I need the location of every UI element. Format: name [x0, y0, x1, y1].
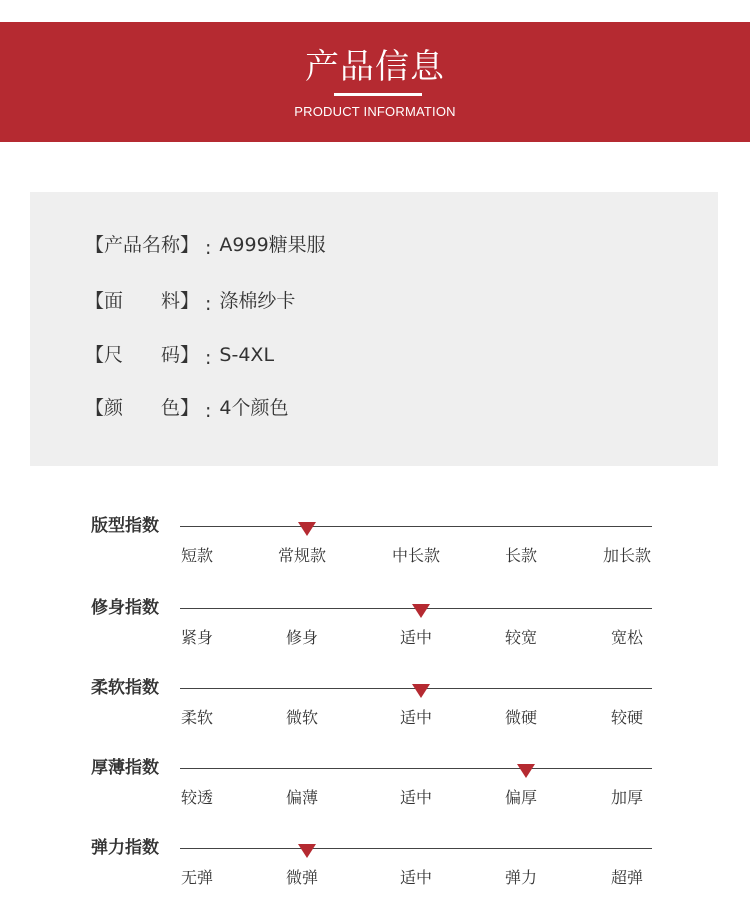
scale-option: 偏厚 [504, 788, 537, 807]
scale-option: 微软 [285, 708, 318, 727]
info-row-color [85, 395, 289, 421]
scale-line [180, 526, 652, 527]
info-label: 【尺 码】 [85, 344, 200, 366]
scale-option: 适中 [399, 788, 432, 807]
scale-option: 中长款 [391, 546, 440, 565]
info-label: 【颜 色】 [85, 397, 200, 419]
info-colon: : [205, 400, 212, 422]
scale-marker-icon [412, 604, 430, 618]
info-value: S-4XL [219, 344, 275, 366]
header-banner [0, 22, 750, 142]
info-value: A999糖果服 [219, 234, 326, 256]
product-info-panel [30, 192, 718, 466]
scale-label: 修身指数 [91, 598, 159, 618]
scale-option: 较透 [180, 788, 213, 807]
scale-option: 加厚 [610, 788, 643, 807]
scale-option: 超弹 [610, 868, 643, 887]
scale-option: 长款 [504, 546, 537, 565]
scale-marker-icon [517, 764, 535, 778]
scale-option: 常规款 [277, 546, 326, 565]
scale-option: 紧身 [180, 628, 213, 647]
scale-line [180, 848, 652, 849]
info-label: 【面 料】 [85, 290, 200, 312]
scale-option: 微硬 [504, 708, 537, 727]
info-row-size [85, 342, 274, 368]
info-row-name [85, 232, 326, 258]
scale-option: 较宽 [504, 628, 537, 647]
scale-label: 柔软指数 [91, 678, 159, 698]
page-title: 产品信息 [305, 47, 445, 87]
scale-label: 版型指数 [91, 516, 159, 536]
scale-option: 短款 [180, 546, 213, 565]
page-subtitle: PRODUCT INFORMATION [294, 104, 456, 119]
info-value: 4个颜色 [219, 397, 289, 419]
info-row-material [85, 288, 295, 314]
scale-option: 适中 [399, 708, 432, 727]
scale-option: 弹力 [504, 868, 537, 887]
scale-marker-icon [298, 522, 316, 536]
scale-line [180, 768, 652, 769]
info-value: 涤棉纱卡 [219, 290, 296, 312]
scale-option: 偏薄 [285, 788, 318, 807]
scale-option: 宽松 [610, 628, 643, 647]
info-label: 【产品名称】 [85, 234, 200, 256]
scale-label: 弹力指数 [91, 838, 159, 858]
scale-option: 较硬 [610, 708, 643, 727]
info-colon: : [205, 293, 212, 315]
info-colon: : [205, 347, 212, 369]
scale-marker-icon [412, 684, 430, 698]
scale-option: 柔软 [180, 708, 213, 727]
scale-option: 加长款 [602, 546, 651, 565]
title-underline [334, 93, 422, 96]
scale-option: 适中 [399, 628, 432, 647]
scale-option: 无弹 [180, 868, 213, 887]
info-colon: : [205, 237, 212, 259]
scale-option: 适中 [399, 868, 432, 887]
scale-option: 修身 [285, 628, 318, 647]
scale-marker-icon [298, 844, 316, 858]
scale-option: 微弹 [285, 868, 318, 887]
scale-label: 厚薄指数 [91, 758, 159, 778]
